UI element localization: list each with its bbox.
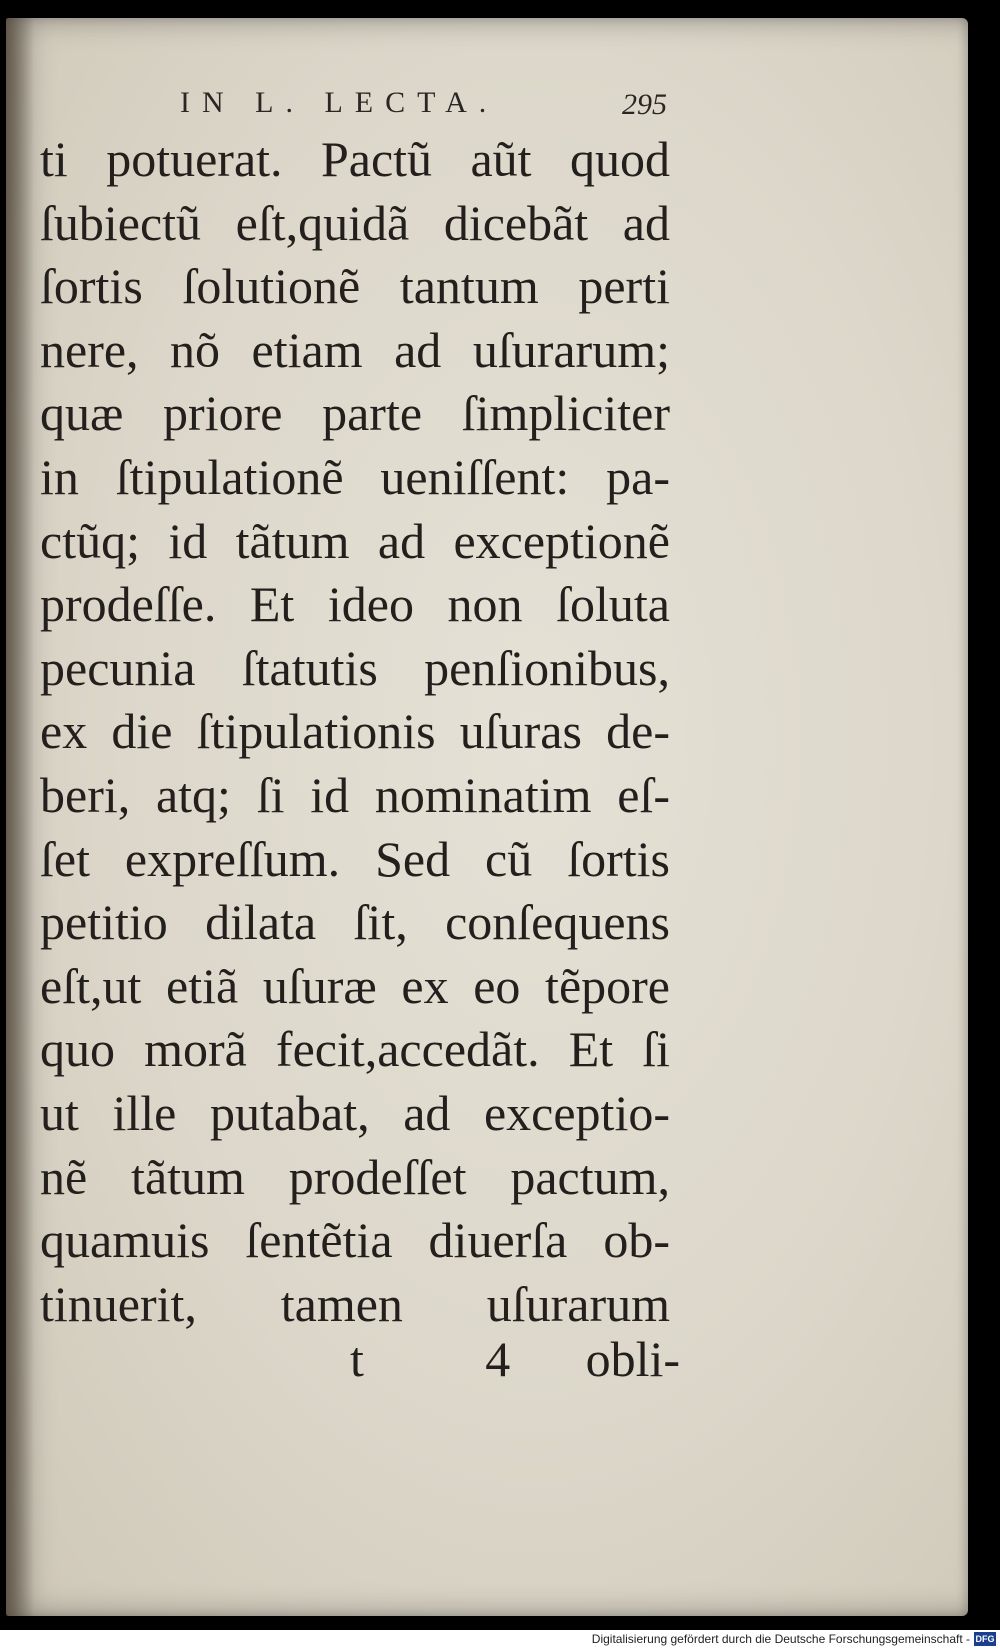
catchword: obli- [585,1331,680,1387]
text-line: ſet expreſſum. Sed cũ ſortis [40,830,670,887]
text-line: nere, nõ etiam ad uſurarum; [40,321,670,378]
text-line: quamuis ſentẽtia diuerſa ob- [40,1212,670,1269]
text-line: quo morã fecit,accedãt. Et ſi [40,1021,670,1078]
text-line: ctũq; id tãtum ad exceptionẽ [40,512,670,569]
text-line: ut ille putabat, ad exceptio- [40,1084,670,1141]
text-line: ti potuerat. Pactũ aũt quod [40,131,670,187]
dfg-logo-icon: DFG [975,1634,995,1644]
text-line: ex die ſtipulationis uſuras de- [40,703,670,760]
signature-mark: t [350,1331,364,1387]
text-line: nẽ tãtum prodeſſet pactum, [40,1148,670,1205]
page-number: 295 [622,88,667,121]
text-line: beri, atq; ſi id nominatim eſ- [40,766,670,823]
text-line: petitio dilata ſit, conſequens [40,894,670,951]
body-text [40,128,680,1336]
text-line: quæ priore parte ſimpliciter [40,385,670,442]
text-line: eſt,ut etiã uſuræ ex eo tẽpore [40,957,670,1014]
text-line: pecunia ſtatutis penſionibus, [40,639,670,696]
text-line: in ſtipulationẽ ueniſſent: pa- [40,448,670,505]
signature-number: 4 [485,1331,511,1387]
funding-credit: Digitalisierung gefördert durch die Deutsche Forschungsgemeinschaft - [591,1632,970,1646]
page-gutter-shadow [6,18,34,1616]
catchline [350,1330,680,1388]
running-head: IN L. LECTA. [180,86,499,119]
text-line: ſubiectũ eſt,quidã dicebãt ad [40,194,670,251]
text-line: tinuerit, tamen uſurarum [40,1275,670,1332]
text-line: prodeſſe. Et ideo non ſoluta [40,576,670,633]
text-line: ſortis ſolutionẽ tantum perti [40,258,670,315]
